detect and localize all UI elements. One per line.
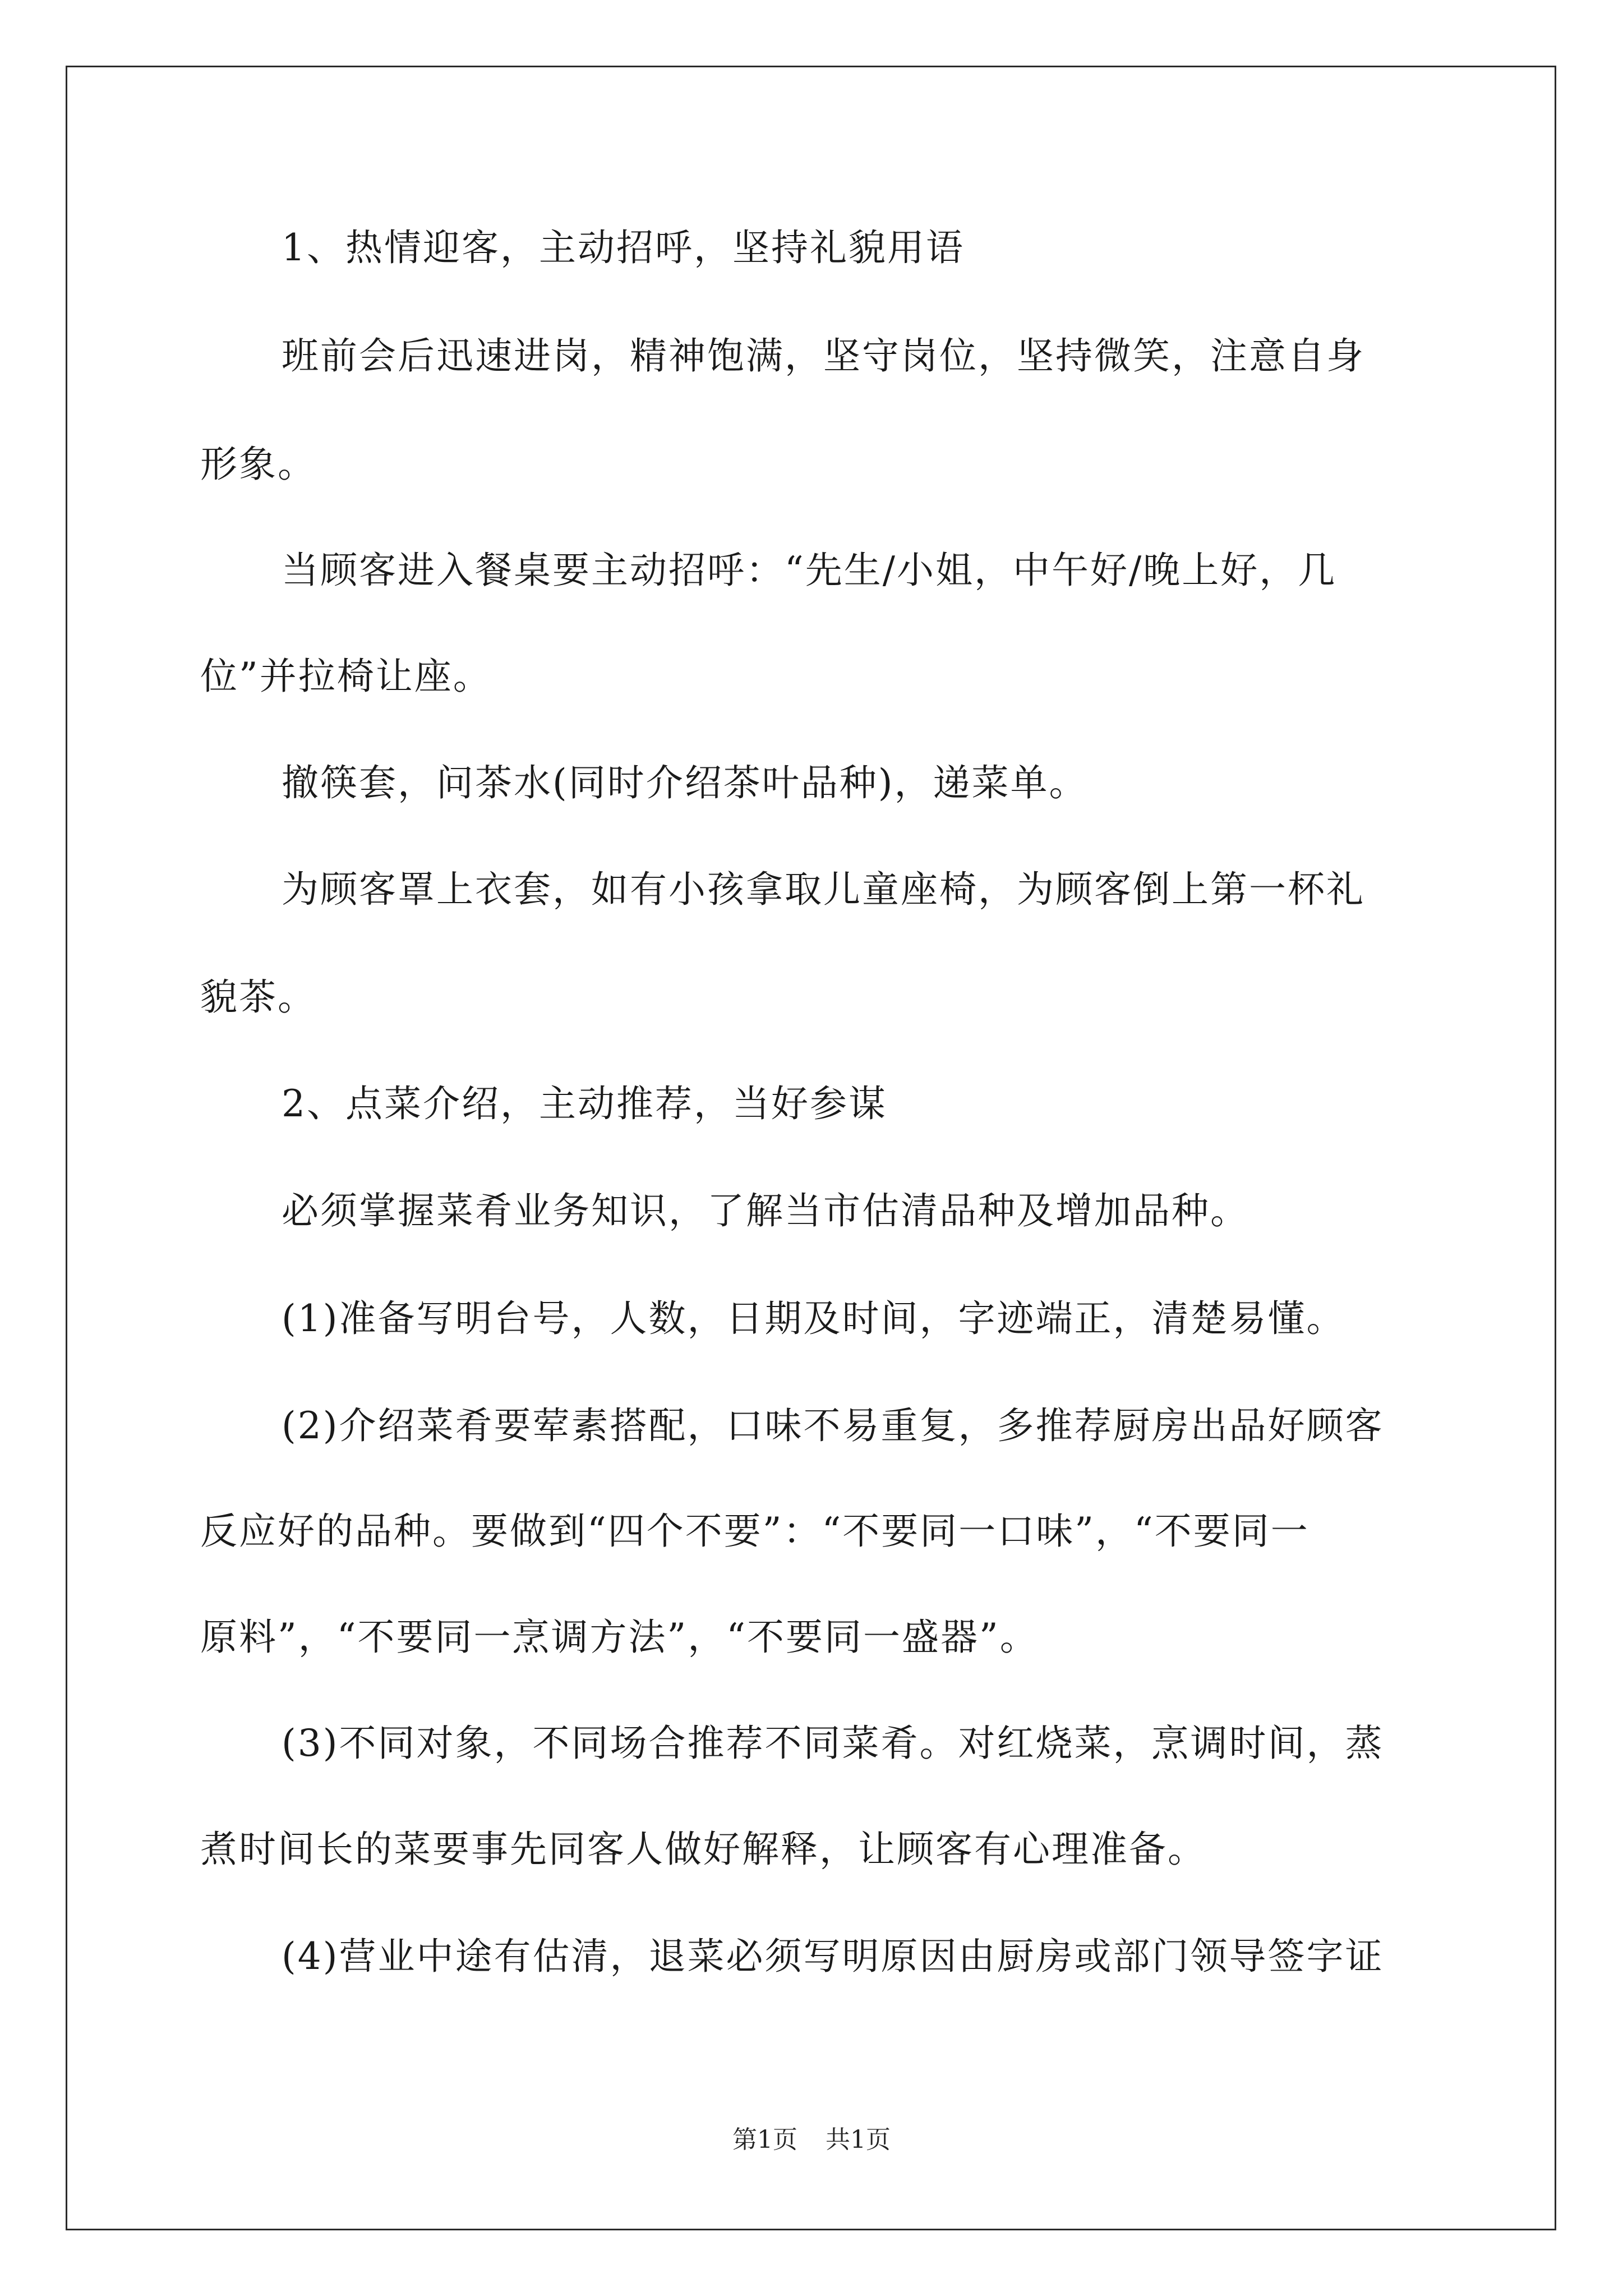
paragraph-line: (3)不同对象，不同场合推荐不同菜肴。对红烧菜，烹调时间，蒸 — [282, 1722, 1384, 1765]
page-number: 第1页 — [732, 2125, 797, 2154]
paragraph-line: 为顾客罩上衣套，如有小孩拿取儿童座椅，为顾客倒上第一杯礼 — [282, 868, 1365, 911]
paragraph-line: 原料”，“不要同一烹调方法”，“不要同一盛器”。 — [200, 1616, 1039, 1659]
paragraph-line: 煮时间长的菜要事先同客人做好解释，让顾客有心理准备。 — [200, 1828, 1206, 1871]
paragraph-line: 必须掌握菜肴业务知识，了解当市估清品种及增加品种。 — [282, 1189, 1249, 1232]
page-footer — [0, 2123, 1623, 2157]
paragraph-line: 反应好的品种。要做到“四个不要”：“不要同一口味”，“不要同一 — [200, 1510, 1310, 1553]
paragraph-line: (1)准备写明台号，人数，日期及时间，字迹端正，清楚易懂。 — [282, 1297, 1345, 1340]
paragraph-line: 班前会后迅速进岗，精神饱满，坚守岗位，坚持微笑，注意自身 — [282, 334, 1365, 378]
page-border — [66, 66, 1556, 2230]
page-total: 共1页 — [826, 2125, 891, 2154]
paragraph-line: (4)营业中途有估清，退菜必须写明原因由厨房或部门领导签字证 — [282, 1935, 1384, 1978]
paragraph-line: 貌茶。 — [200, 976, 316, 1019]
paragraph-line: 形象。 — [200, 443, 316, 486]
paragraph-line: 当顾客进入餐桌要主动招呼：“先生/小姐，中午好/晚上好，几 — [282, 549, 1337, 592]
paragraph-line: 撤筷套，问茶水(同时介绍茶叶品种)，递菜单。 — [282, 761, 1088, 804]
heading-1: 1、热情迎客，主动招呼，坚持礼貌用语 — [282, 226, 965, 269]
paragraph-line: 位”并拉椅让座。 — [200, 655, 492, 698]
heading-2: 2、点菜介绍，主动推荐，当好参谋 — [282, 1082, 887, 1125]
paragraph-line: (2)介绍菜肴要荤素搭配，口味不易重复，多推荐厨房出品好顾客 — [282, 1404, 1384, 1447]
